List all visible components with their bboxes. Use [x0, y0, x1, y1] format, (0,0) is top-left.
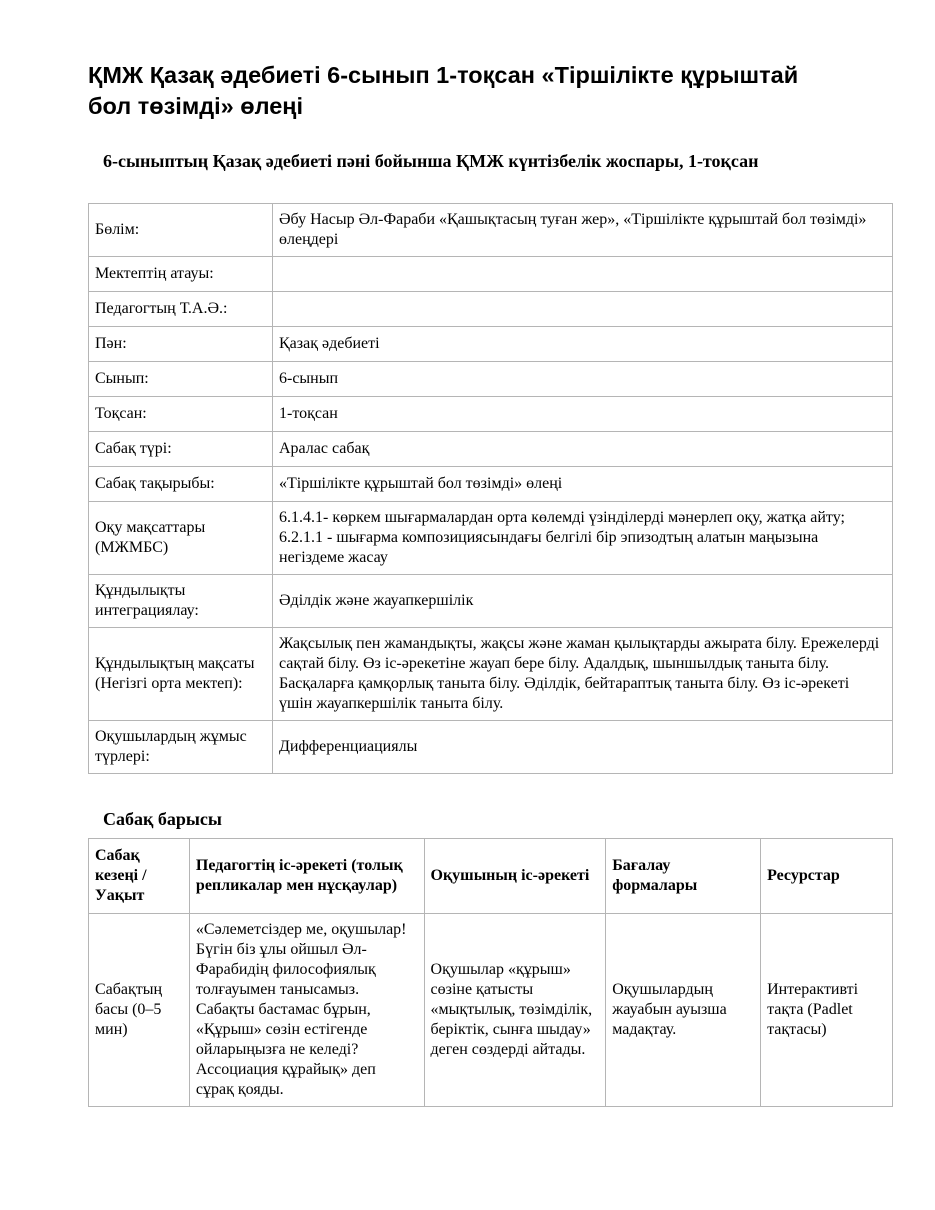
info-label: Пән: [89, 327, 273, 362]
table-cell: Оқушылар «құрыш» сөзіне қатысты «мықтылық, төзімділік, беріктік, сынға шыдау» деген сөздерді айтады. [424, 914, 606, 1107]
info-value: 1-тоқсан [273, 397, 893, 432]
table-cell: Оқушылардың жауабын ауызша мадақтау. [606, 914, 761, 1107]
info-row [89, 467, 893, 502]
info-value [273, 257, 893, 292]
info-label: Оқушылардың жұмыс түрлері: [89, 721, 273, 774]
column-header: Сабақ кезеңі / Уақыт [89, 839, 190, 914]
table-cell: «Сәлеметсіздер ме, оқушылар! Бүгін біз ұлы ойшыл Әл-Фарабидің философиялық толғауымен танысамыз. Сабақты бастамас бұрын, «Құрыш» сөзін естігенде ойларыңызға не келеді? Ассоциация құрайық» деп сұрақ қояды. [189, 914, 424, 1107]
column-header: Бағалау формалары [606, 839, 761, 914]
info-label: Сабақ тақырыбы: [89, 467, 273, 502]
info-row [89, 257, 893, 292]
info-value: Әбу Насыр Әл-Фараби «Қашықтасың туған жер», «Тіршілікте құрыштай бол төзімді» өлеңдері [273, 204, 893, 257]
table-row [89, 914, 893, 1107]
info-label: Тоқсан: [89, 397, 273, 432]
column-header: Оқушының іс-әрекеті [424, 839, 606, 914]
column-header: Ресурстар [761, 839, 893, 914]
info-row [89, 432, 893, 467]
info-value: Қазақ әдебиеті [273, 327, 893, 362]
document-title: ҚМЖ Қазақ әдебиеті 6-сынып 1-тоқсан «Тіршілікте құрыштай бол төзімді» өлеңі [88, 62, 799, 119]
column-header: Педагогтің іс-әрекеті (толық репликалар мен нұсқаулар) [189, 839, 424, 914]
info-row [89, 575, 893, 628]
info-value: 6-сынып [273, 362, 893, 397]
table-cell: Интерактивті тақта (Padlet тақтасы) [761, 914, 893, 1107]
info-value: «Тіршілікте құрыштай бол төзімді» өлеңі [273, 467, 893, 502]
info-value: Дифференциациялы [273, 721, 893, 774]
info-label: Құндылықты интеграциялау: [89, 575, 273, 628]
info-row [89, 502, 893, 575]
info-label: Оқу мақсаттары (МЖМБС) [89, 502, 273, 575]
info-row [89, 204, 893, 257]
info-row [89, 292, 893, 327]
info-row [89, 327, 893, 362]
table-header-row [89, 839, 893, 914]
lesson-info-table [88, 203, 893, 774]
info-row [89, 362, 893, 397]
lesson-progress-table [88, 838, 893, 1107]
info-label: Сынып: [89, 362, 273, 397]
info-label: Мектептің атауы: [89, 257, 273, 292]
info-value [273, 292, 893, 327]
lesson-progress-heading: Сабақ барысы [103, 809, 222, 829]
table-cell: Сабақтың басы (0–5 мин) [89, 914, 190, 1107]
info-label: Педагогтың Т.А.Ә.: [89, 292, 273, 327]
info-label: Құндылықтың мақсаты (Негізгі орта мектеп): [89, 628, 273, 721]
info-row [89, 397, 893, 432]
info-value: Аралас сабақ [273, 432, 893, 467]
info-value: 6.1.4.1- көркем шығармалардан орта көлемді үзінділерді мәнерлеп оқу, жатқа айту; 6.2.1.1 - шығарма композициясындағы белгілі бір эпизодтың алатын маңызына негіздеме жасау [273, 502, 893, 575]
info-value: Әділдік және жауапкершілік [273, 575, 893, 628]
info-value: Жақсылық пен жамандықты, жақсы және жаман қылықтарды ажырата білу. Ережелерді сақтай білу. Өз іс-әрекетіне жауап бере білу. Адалдық, шыншылдық таныта білу. Басқаларға қамқорлық таныта білу. Әділдік, бейтараптық таныта білу. Өз іс-әрекеті үшін жауапкершілік таныта білу. [273, 628, 893, 721]
plan-heading: 6-сыныптың Қазақ әдебиеті пәні бойынша ҚМЖ күнтізбелік жоспары, 1-тоқсан [103, 151, 759, 171]
info-label: Сабақ түрі: [89, 432, 273, 467]
info-row [89, 628, 893, 721]
info-label: Бөлім: [89, 204, 273, 257]
info-row [89, 721, 893, 774]
